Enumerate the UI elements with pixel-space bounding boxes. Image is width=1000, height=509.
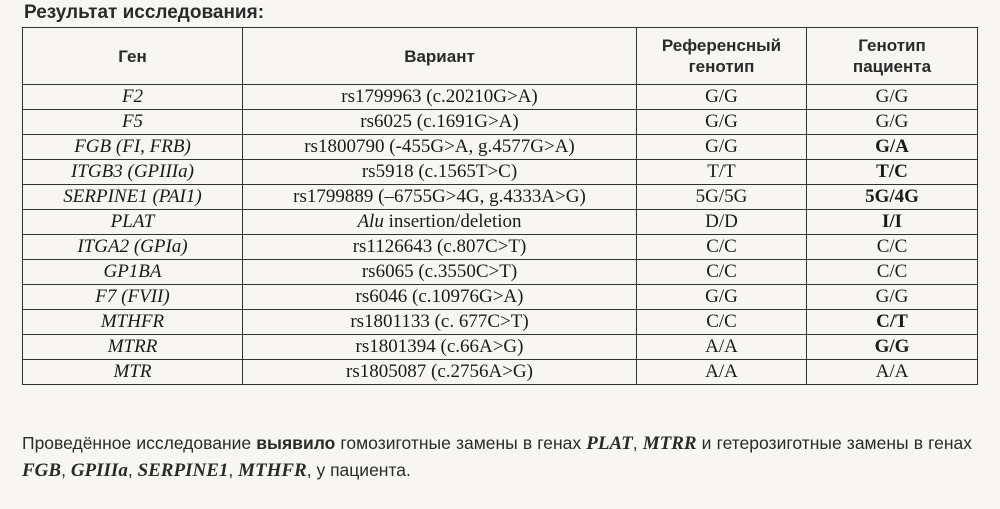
cell-variant: rs5918 (c.1565T>C) [243,160,637,185]
table-row [23,210,978,235]
cell-patient-genotype: G/G [807,285,978,310]
cell-reference-genotype: A/A [637,335,807,360]
header-patient-genotype: Генотип пациента [807,28,978,85]
cell-gene: GP1BA [23,260,243,285]
table-row [23,260,978,285]
cell-variant: rs1801394 (c.66A>G) [243,335,637,360]
header-gene: Ген [23,28,243,85]
cell-variant: Alu insertion/deletion [243,210,637,235]
cell-reference-genotype: D/D [637,210,807,235]
cell-patient-genotype: C/C [807,235,978,260]
table-row [23,185,978,210]
table-row [23,135,978,160]
cell-variant: rs1805087 (c.2756A>G) [243,360,637,385]
table-row [23,335,978,360]
cell-gene: ITGB3 (GPIIIa) [23,160,243,185]
table-row [23,235,978,260]
conclusion-text: Проведённое исследование выявило гомозиготные замены в генах PLAT, MTRR и гетерозиготные замены в генах FGB, GPIIIa, SERPINE1, MTHFR, у пациента. [22,433,972,481]
cell-patient-genotype: I/I [807,210,978,235]
cell-variant: rs6046 (c.10976G>A) [243,285,637,310]
cell-variant: rs1800790 (-455G>A, g.4577G>A) [243,135,637,160]
cell-patient-genotype: A/A [807,360,978,385]
cell-gene: F7 (FVII) [23,285,243,310]
cell-reference-genotype: G/G [637,110,807,135]
cell-patient-genotype: 5G/4G [807,185,978,210]
header-reference-genotype: Референсный генотип [637,28,807,85]
cell-gene: PLAT [23,210,243,235]
cell-patient-genotype: C/C [807,260,978,285]
cell-variant: rs1801133 (c. 677C>T) [243,310,637,335]
cell-gene: SERPINE1 (PAI1) [23,185,243,210]
table-row [23,160,978,185]
table-row [23,110,978,135]
cell-gene: MTHFR [23,310,243,335]
cell-patient-genotype: T/C [807,160,978,185]
cell-variant: rs1799963 (c.20210G>A) [243,85,637,110]
cell-patient-genotype: G/G [807,85,978,110]
header-variant: Вариант [243,28,637,85]
cell-patient-genotype: C/T [807,310,978,335]
cell-reference-genotype: G/G [637,135,807,160]
cell-variant: rs1126643 (c.807C>T) [243,235,637,260]
table-row [23,360,978,385]
cell-reference-genotype: A/A [637,360,807,385]
cell-variant: rs6025 (c.1691G>A) [243,110,637,135]
table-header-row [23,28,978,85]
cell-reference-genotype: T/T [637,160,807,185]
cell-gene: FGB (FI, FRB) [23,135,243,160]
cell-gene: MTRR [23,335,243,360]
cell-gene: MTR [23,360,243,385]
cell-patient-genotype: G/G [807,110,978,135]
cell-reference-genotype: C/C [637,260,807,285]
cell-reference-genotype: 5G/5G [637,185,807,210]
cell-reference-genotype: G/G [637,85,807,110]
section-heading: Результат исследования: [24,2,265,23]
table-row [23,310,978,335]
cell-reference-genotype: C/C [637,235,807,260]
cell-gene: F2 [23,85,243,110]
cell-patient-genotype: G/G [807,335,978,360]
cell-gene: ITGA2 (GPIa) [23,235,243,260]
cell-reference-genotype: C/C [637,310,807,335]
cell-variant: rs1799889 (–6755G>4G, g.4333A>G) [243,185,637,210]
cell-gene: F5 [23,110,243,135]
table-row [23,285,978,310]
table-row [23,85,978,110]
cell-reference-genotype: G/G [637,285,807,310]
cell-variant: rs6065 (c.3550C>T) [243,260,637,285]
cell-patient-genotype: G/A [807,135,978,160]
results-table [22,27,978,385]
